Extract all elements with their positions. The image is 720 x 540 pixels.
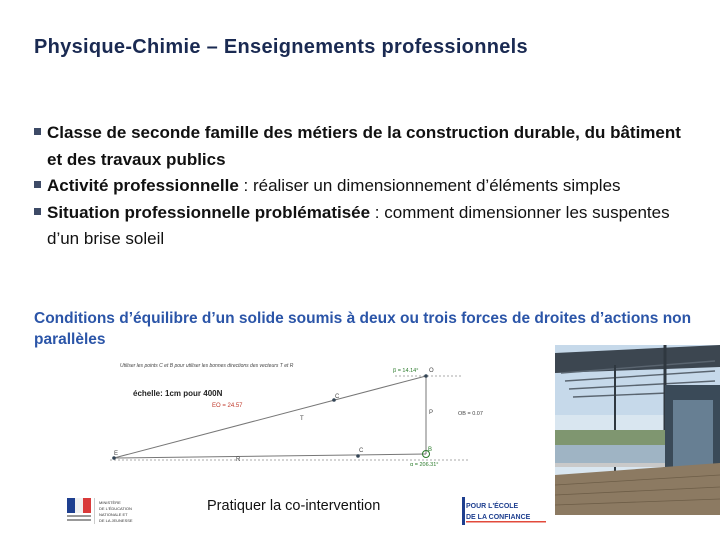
diagram-alpha: α = 206.31° — [410, 462, 439, 468]
ministry-text: MINISTÈRE — [99, 500, 121, 505]
diagram-beta: β = 14.14° — [393, 368, 419, 374]
ecole-confiance-logo — [462, 497, 552, 525]
bullet-item — [34, 120, 694, 173]
bullet-text: : comment dimensionner les suspentes d’un brise soleil — [47, 202, 670, 248]
diagram-ob: OB = 0.07 — [458, 411, 483, 417]
label-c-upper: C — [335, 394, 340, 400]
bullet-bold-text: Classe de seconde famille des métiers de la construction durable, du bâtiment et des travaux publics — [47, 123, 681, 169]
point-c-lower — [356, 454, 360, 458]
bullet-bold-text: Situation professionnelle problématisée — [47, 202, 371, 222]
footer-caption: Pratiquer la co-intervention — [207, 498, 381, 514]
ecole-line2: DE LA CONFIANCE — [466, 514, 531, 521]
force-line-r — [114, 454, 426, 458]
slide-title: Physique-Chimie – Enseignements professionnels — [34, 36, 528, 58]
label-r: R — [236, 457, 241, 463]
bullet-square-icon — [34, 181, 41, 188]
label-t: T — [300, 416, 304, 422]
svg-text:DE L'ÉDUCATION: DE L'ÉDUCATION — [99, 506, 132, 511]
svg-text:NATIONALE ET: NATIONALE ET — [99, 512, 128, 517]
bullet-bold-text: Activité professionnelle — [47, 176, 239, 195]
bullet-item — [34, 200, 694, 253]
label-o: O — [429, 368, 434, 374]
bullet-square-icon — [34, 208, 41, 215]
bullet-list — [34, 120, 694, 253]
svg-text:DE LA JEUNESSE: DE LA JEUNESSE — [99, 518, 133, 523]
bullet-square-icon — [34, 128, 41, 135]
point-o — [424, 374, 428, 378]
ecole-line1: POUR L'ÉCOLE — [466, 503, 519, 510]
label-p: P — [429, 410, 434, 416]
ministry-logo — [64, 495, 159, 527]
diagram-instruction: Utiliser les points C et B pour utiliser les bonnes directions des vecteurs T et R — [120, 363, 294, 369]
bullet-item — [34, 173, 694, 200]
label-e: E — [114, 451, 119, 457]
bullet-text: : réaliser un dimensionnement d’éléments simples — [238, 176, 621, 195]
label-b: B — [428, 447, 433, 453]
force-diagram — [100, 352, 500, 472]
diagram-eo: EO = 24.57 — [212, 403, 243, 409]
brise-soleil-photo — [555, 345, 720, 515]
section-subtitle: Conditions d’équilibre d’un solide soumis à deux ou trois forces de droites d’actions non parallèles — [34, 310, 692, 348]
label-c-lower: C — [359, 448, 364, 454]
diagram-scale: échelle: 1cm pour 400N — [133, 389, 223, 398]
